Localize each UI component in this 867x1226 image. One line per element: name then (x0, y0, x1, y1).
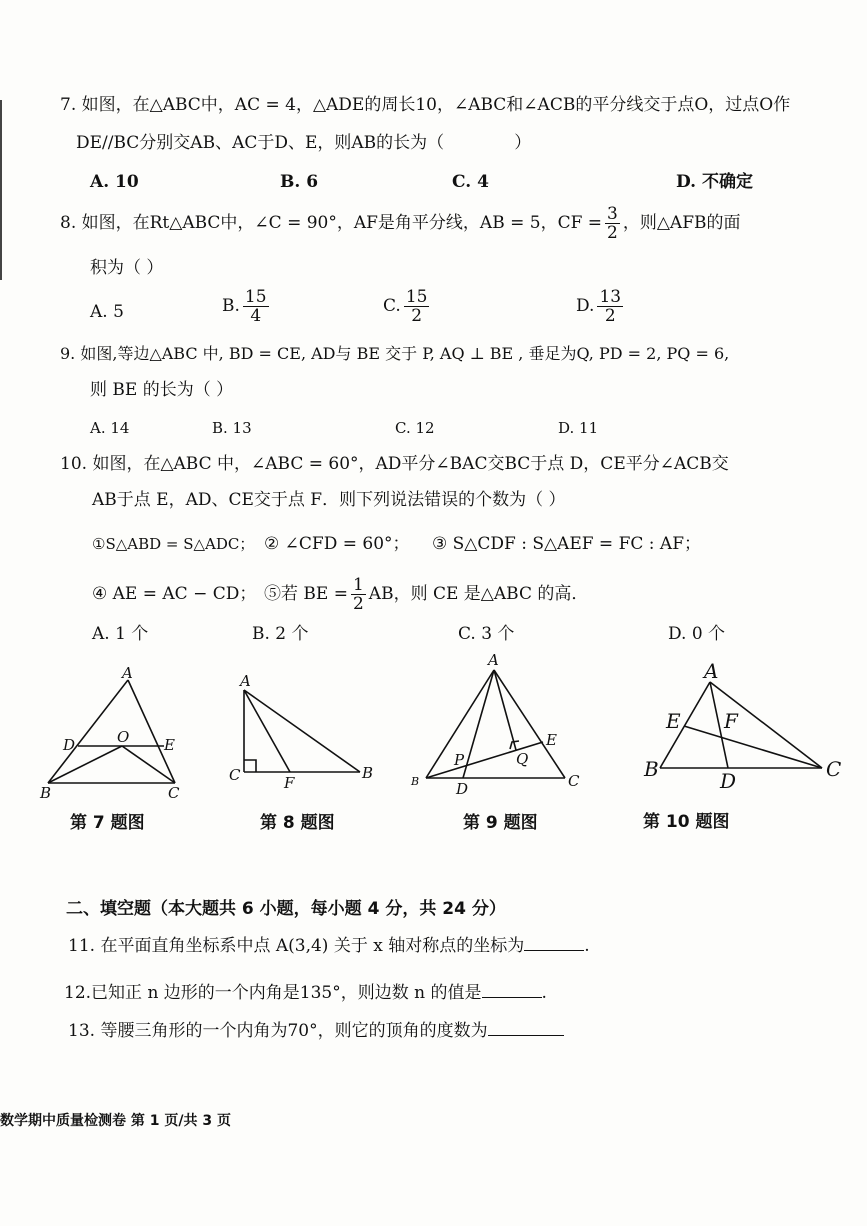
q8-option-c-den: 2 (411, 306, 423, 326)
section2-heading: 二、填空题（本大题共 6 小题，每小题 4 分，共 24 分） (66, 899, 506, 919)
q9-option-d: D. 11 (558, 419, 599, 437)
q9-line1: 9. 如图,等边△ABC 中, BD = CE, AD与 BE 交于 P, AQ ⊥ BE , 垂足为Q, PD = 2, PQ = 6, (60, 344, 730, 363)
fig7-segment-bo (48, 746, 122, 783)
q10-line1: 10. 如图，在△ABC 中，∠ABC = 60°，AD平分∠BAC交BC于点 D，CE平分∠ACB交 (60, 454, 729, 474)
q7-line2 (76, 132, 531, 154)
q12 (64, 981, 547, 1004)
q7-line2-text: DE//BC分别交AB、AC于D、E，则AB的长为（ (76, 133, 445, 153)
q8-option-d-num: 13 (599, 287, 622, 307)
fig7-segment-ab (48, 680, 128, 783)
q8-cf-den: 2 (607, 223, 618, 243)
q13-text: 13. 等腰三角形的一个内角为70°，则它的顶角的度数为 (68, 1021, 488, 1041)
fig10-segment-ce (684, 726, 822, 768)
fig7-caption: 第 7 题图 (70, 813, 145, 833)
fig9-label-q: Q (516, 750, 529, 768)
q9-option-c: C. 12 (395, 419, 435, 437)
q9-option-b: B. 13 (212, 419, 252, 437)
q8-option-d-fraction (597, 288, 623, 325)
q8-line1 (60, 203, 740, 243)
q11-answer-blank[interactable] (524, 934, 584, 951)
q8-option-a: A. 5 (90, 302, 124, 322)
q8-option-b-num: 15 (244, 287, 267, 307)
fig8-caption: 第 8 题图 (260, 813, 335, 833)
page-footer: 数学期中质量检测卷 第 1 页/共 3 页 (0, 1113, 231, 1129)
figure-8 (244, 690, 360, 772)
fig10-label-e: E (666, 709, 681, 733)
q8-cf-fraction (605, 205, 620, 242)
fig10-label-b: B (644, 757, 659, 781)
q12-answer-blank[interactable] (482, 981, 542, 998)
fig7-label-e: E (164, 736, 175, 754)
q11-end: . (584, 936, 590, 956)
fig8-label-f: F (284, 774, 295, 792)
q7-line2-close: ） (514, 133, 532, 153)
q8-line1-text-a: 8. 如图，在Rt△ABC中，∠C = 90°，AF是角平分线，AB = 5，CF = (60, 213, 603, 233)
fig8-segment-ab (244, 690, 360, 772)
fig9-caption: 第 9 题图 (463, 813, 538, 833)
q10-item5-text-b: AB，则 CE 是△ABC 的高． (368, 584, 589, 604)
figure-7 (48, 680, 175, 783)
q11-text: 11. 在平面直角坐标系中点 A(3,4) 关于 x 轴对称点的坐标为 (68, 936, 525, 956)
q8-line2: 积为（ ） (90, 258, 164, 278)
fig9-label-b: B (411, 775, 420, 788)
fig9-label-c: C (568, 772, 580, 790)
q10-option-a: A. 1 个 (92, 624, 149, 644)
q8-option-b-label: B. (222, 296, 240, 316)
fig10-caption: 第 10 题图 (643, 812, 730, 832)
q8-line1-text-b: ，则△AFB的面 (622, 213, 741, 233)
fig7-label-d: D (63, 736, 76, 754)
q8-option-b (222, 288, 272, 325)
q10-item2: ② ∠CFD = 60°； (264, 534, 410, 554)
figure-10 (660, 682, 822, 768)
q8-option-c-fraction (404, 288, 430, 325)
q9-line2: 则 BE 的长为（ ） (90, 380, 234, 400)
q8-option-c-label: C. (383, 296, 401, 316)
q10-line2: AB于点 E，AD、CE交于点 F．则下列说法错误的个数为（ ） (92, 490, 566, 510)
q8-cf-num: 3 (607, 204, 618, 224)
fig10-label-c: C (826, 757, 842, 781)
q7-line1: 7. 如图，在△ABC中，AC = 4，△ADE的周长10，∠ABC和∠ACB的平分线交于点O，过点O作 (60, 95, 791, 115)
q8-option-c-num: 15 (405, 287, 428, 307)
q11 (68, 934, 590, 957)
figure-9 (426, 670, 565, 778)
q8-option-d-label: D. (576, 296, 595, 316)
fig9-segment-aq (494, 670, 516, 750)
fig8-label-b: B (362, 764, 374, 782)
fig7-label-c: C (168, 784, 180, 802)
fig9-label-a: A (488, 651, 499, 669)
q8-option-b-den: 4 (250, 306, 262, 326)
q10-option-d: D. 0 个 (668, 624, 726, 644)
q10-option-b: B. 2 个 (252, 624, 309, 644)
q7-option-b: B. 6 (280, 172, 319, 192)
fig10-label-a: A (704, 659, 719, 683)
q8-option-d-den: 2 (604, 306, 616, 326)
scan-edge-line (0, 100, 2, 280)
q10-item5-num: 1 (352, 575, 364, 595)
q7-option-a: A. 10 (90, 172, 139, 192)
fig7-label-a: A (122, 664, 133, 682)
q7-option-d: D. 不确定 (676, 172, 753, 192)
q12-end: . (541, 983, 547, 1003)
q7-option-c: C. 4 (452, 172, 489, 192)
q10-item5-fraction (351, 576, 366, 613)
q10-item5 (264, 574, 588, 614)
fig8-label-a: A (240, 672, 251, 690)
q10-item3: ③ S△CDF : S△AEF = FC : AF； (432, 534, 701, 554)
q10-item1: ①S△ABD = S△ADC； (92, 535, 255, 553)
fig9-label-e: E (546, 731, 557, 749)
q13 (68, 1019, 564, 1042)
fig9-label-p: P (454, 751, 465, 769)
fig8-label-c: C (229, 766, 241, 784)
q8-option-b-fraction (243, 288, 269, 325)
q10-item4: ④ AE = AC − CD； (92, 584, 257, 604)
fig10-label-f: F (724, 709, 738, 733)
q10-item5-text-a: ⑤若 BE = (264, 584, 348, 604)
q8-option-d (576, 288, 626, 325)
fig8-right-angle-mark (244, 760, 256, 772)
fig7-label-b: B (40, 784, 52, 802)
fig10-label-d: D (720, 769, 737, 793)
q9-option-a: A. 14 (90, 419, 130, 437)
fig9-segment-ac (494, 670, 565, 778)
q10-item5-den: 2 (352, 594, 364, 614)
fig7-label-o: O (117, 728, 130, 746)
q13-answer-blank[interactable] (488, 1019, 564, 1036)
q8-option-c (383, 288, 432, 325)
figures-area (0, 650, 867, 810)
q10-option-c: C. 3 个 (458, 624, 515, 644)
fig9-label-d: D (456, 780, 469, 798)
q12-text: 12.已知正 n 边形的一个内角是135°，则边数 n 的值是 (64, 983, 482, 1003)
